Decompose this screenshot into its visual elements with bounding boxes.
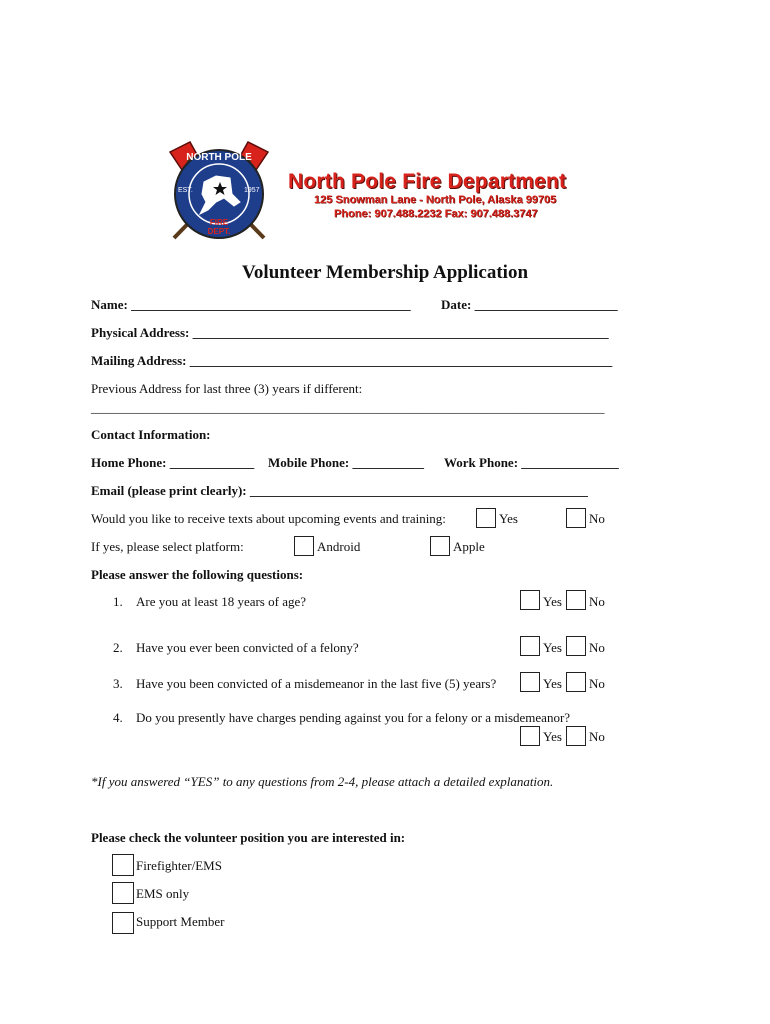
firefighter-ems-checkbox[interactable]: [112, 854, 134, 876]
question-text: Have you ever been convicted of a felony?: [136, 640, 359, 655]
previous-address-label: Previous Address for last three (3) years if different:: [91, 381, 363, 396]
platform-label: If yes, please select platform:: [91, 539, 244, 554]
texts-question: Would you like to receive texts about upcoming events and training:: [91, 511, 446, 526]
contact-heading: Contact Information:: [91, 427, 211, 442]
q2-no-label: No: [589, 640, 605, 655]
questions-heading: Please answer the following questions:: [91, 567, 304, 582]
question-number: 3.: [113, 676, 123, 691]
q2-yes-checkbox[interactable]: [520, 636, 540, 656]
seal-bottom-line1: FIRE: [209, 218, 229, 227]
support-member-checkbox[interactable]: [112, 912, 134, 934]
department-name: North Pole Fire Department: [288, 170, 567, 193]
home-phone-field[interactable]: Home Phone: _____________: [91, 455, 255, 470]
question-number: 2.: [113, 640, 123, 655]
seal-top-text: NORTH POLE: [186, 152, 252, 163]
question-text: Have you been convicted of a misdemeanor in the last five (5) years?: [136, 676, 497, 691]
mailing-address-field[interactable]: Mailing Address: _________________________________________________________________: [91, 353, 613, 368]
q2-no-checkbox[interactable]: [566, 636, 586, 656]
mobile-phone-field[interactable]: Mobile Phone: ___________: [268, 455, 424, 470]
question-text: Are you at least 18 years of age?: [136, 594, 307, 609]
seal-bottom-line2: DEPT.: [207, 227, 231, 236]
android-label: Android: [317, 539, 361, 554]
q4-yes-label: Yes: [543, 729, 562, 744]
position-label: EMS only: [136, 886, 190, 901]
q3-yes-label: Yes: [543, 676, 562, 691]
physical-address-field[interactable]: Physical Address: ________________________________________________________________: [91, 325, 609, 340]
q1-yes-checkbox[interactable]: [520, 590, 540, 610]
email-field[interactable]: Email (please print clearly): ____________________________________________________: [91, 483, 588, 498]
q4-yes-checkbox[interactable]: [520, 726, 540, 746]
previous-address-field[interactable]: _______________________________________________________________________________: [91, 400, 605, 415]
name-field[interactable]: Name: ___________________________________________: [91, 297, 411, 312]
android-checkbox[interactable]: [294, 536, 314, 556]
position-label: Firefighter/EMS: [136, 858, 222, 873]
question-number: 4.: [113, 710, 123, 725]
fire-department-seal-logo: [160, 140, 278, 244]
seal-est-left: EST.: [178, 187, 193, 194]
question-text: Do you presently have charges pending against you for a felony or a misdemeanor?: [136, 710, 571, 725]
q3-no-checkbox[interactable]: [566, 672, 586, 692]
q1-yes-label: Yes: [543, 594, 562, 609]
ems-only-checkbox[interactable]: [112, 882, 134, 904]
seal-est-right: 1957: [244, 187, 260, 194]
explanation-footnote: *If you answered “YES” to any questions from 2-4, please attach a detailed explanation.: [91, 774, 554, 789]
texts-yes-checkbox[interactable]: [476, 508, 496, 528]
texts-no-label: No: [589, 511, 605, 526]
q2-yes-label: Yes: [543, 640, 562, 655]
apple-label: Apple: [453, 539, 485, 554]
department-address: 125 Snowman Lane - North Pole, Alaska 99705: [314, 194, 557, 206]
q4-no-label: No: [589, 729, 605, 744]
q1-no-label: No: [589, 594, 605, 609]
department-phone: Phone: 907.488.2232 Fax: 907.488.3747: [334, 208, 538, 220]
work-phone-field[interactable]: Work Phone: _______________: [444, 455, 619, 470]
positions-heading: Please check the volunteer position you are interested in:: [91, 830, 406, 845]
form-title: Volunteer Membership Application: [241, 262, 529, 283]
q4-no-checkbox[interactable]: [566, 726, 586, 746]
q1-no-checkbox[interactable]: [566, 590, 586, 610]
texts-no-checkbox[interactable]: [566, 508, 586, 528]
q3-no-label: No: [589, 676, 605, 691]
question-number: 1.: [113, 594, 123, 609]
position-label: Support Member: [136, 914, 225, 929]
q3-yes-checkbox[interactable]: [520, 672, 540, 692]
apple-checkbox[interactable]: [430, 536, 450, 556]
texts-yes-label: Yes: [499, 511, 518, 526]
date-field[interactable]: Date: ______________________: [441, 297, 618, 312]
